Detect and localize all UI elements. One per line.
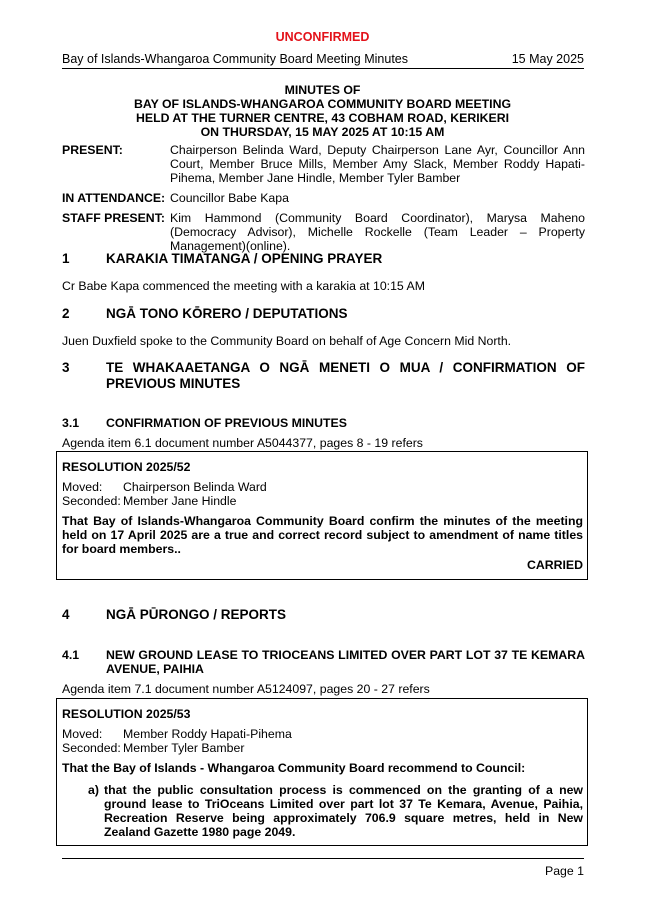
- moved-label: Moved:: [62, 727, 103, 741]
- resolution-title: RESOLUTION 2025/52: [62, 460, 191, 474]
- document-title-line: BAY OF ISLANDS-WHANGAROA COMMUNITY BOARD MEETING: [133, 97, 512, 111]
- staff-list: Kim Hammond (Community Board Coordinator), Marysa Maheno (Democracy Advisor), Michelle Rockelle (Team Leader – Property Management)(online).: [170, 211, 585, 253]
- header-divider: [62, 68, 584, 69]
- subsection-number: 3.1: [62, 416, 80, 430]
- document-title-line: MINUTES OF: [284, 83, 361, 97]
- resolution-box: [56, 698, 588, 846]
- header-title: Bay of Islands-Whangaroa Community Board Meeting Minutes: [62, 52, 408, 66]
- section-title: NGĀ TONO KŌRERO / DEPUTATIONS: [106, 306, 348, 321]
- page-number: Page 1: [545, 864, 584, 878]
- document-title: [0, 83, 645, 139]
- section-2-heading: [62, 306, 585, 322]
- moved-label: Moved:: [62, 480, 103, 494]
- item-letter: a): [88, 783, 99, 797]
- seconded-by: Member Tyler Bamber: [123, 741, 245, 755]
- section-3-heading: [62, 360, 585, 392]
- present-label: PRESENT:: [62, 143, 123, 157]
- section-number: 2: [62, 306, 70, 321]
- seconded-row: [62, 741, 583, 755]
- staff-label: STAFF PRESENT:: [62, 211, 165, 225]
- resolution-box: [56, 451, 588, 580]
- subsection-title: CONFIRMATION OF PREVIOUS MINUTES: [106, 416, 347, 430]
- attendance-row: [62, 191, 585, 205]
- section-title: KARAKIA TIMATANGA / OPENING PRAYER: [106, 251, 383, 266]
- footer-divider: [62, 858, 584, 859]
- section-4-1-heading: [62, 648, 585, 676]
- resolution-outcome: CARRIED: [526, 558, 583, 572]
- resolution-item: [62, 783, 583, 839]
- resolution-title: RESOLUTION 2025/53: [62, 707, 191, 721]
- moved-row: [62, 727, 583, 741]
- document-title-line: HELD AT THE TURNER CENTRE, 43 COBHAM ROAD, KERIKERI: [135, 111, 510, 125]
- moved-row: [62, 480, 583, 494]
- section-number: 4: [62, 607, 70, 622]
- section-number: 3: [62, 360, 70, 375]
- staff-row: [62, 211, 585, 253]
- document-title-line: ON THURSDAY, 15 MAY 2025 AT 10:15 AM: [200, 125, 445, 139]
- section-1-heading: [62, 251, 585, 267]
- attendance-label: IN ATTENDANCE:: [62, 191, 166, 205]
- seconded-label: Seconded:: [62, 494, 121, 508]
- resolution-text: That the Bay of Islands - Whangaroa Community Board recommend to Council:: [62, 761, 526, 775]
- subsection-number: 4.1: [62, 648, 80, 662]
- attendance-list: Councillor Babe Kapa: [170, 191, 289, 205]
- section-title: TE WHAKAAETANGA O NGĀ MENETI O MUA / CONFIRMATION OF PREVIOUS MINUTES: [106, 360, 585, 391]
- section-number: 1: [62, 251, 70, 266]
- seconded-row: [62, 494, 583, 508]
- seconded-by: Member Jane Hindle: [123, 494, 237, 508]
- section-title: NGĀ PŪRONGO / REPORTS: [106, 607, 287, 622]
- header-date: 15 May 2025: [511, 52, 584, 66]
- subsection-title: NEW GROUND LEASE TO TRIOCEANS LIMITED OVER PART LOT 37 TE KEMARA AVENUE, PAIHIA: [106, 648, 585, 676]
- agenda-reference: Agenda item 7.1 document number A5124097, pages 20 - 27 refers: [62, 682, 430, 696]
- moved-by: Member Roddy Hapati-Pihema: [123, 727, 292, 741]
- section-3-1-heading: [62, 416, 585, 430]
- section-2-text: Juen Duxfield spoke to the Community Board on behalf of Age Concern Mid North.: [62, 334, 512, 348]
- item-text: that the public consultation process is commenced on the granting of a new ground lease to TriOceans Limited over part lot 37 Te Kemara, Avenue, Paihia, Recreation Reserve being approximately 706.9 square metres, held in New Zealand Gazette 1980 page 2049.: [104, 783, 583, 839]
- resolution-text: That Bay of Islands-Whangaroa Community Board confirm the minutes of the meeting held on 17 April 2025 are a true and correct record subject to amendment of name titles for board members..: [62, 514, 583, 556]
- moved-by: Chairperson Belinda Ward: [123, 480, 267, 494]
- present-list: Chairperson Belinda Ward, Deputy Chairperson Lane Ayr, Councillor Ann Court, Member Bruce Mills, Member Amy Slack, Member Roddy Hapati-Pihema, Member Jane Hindle, Member Tyler Bamber: [170, 143, 585, 185]
- agenda-reference: Agenda item 6.1 document number A5044377, pages 8 - 19 refers: [62, 436, 423, 450]
- present-row: [62, 143, 585, 185]
- section-4-heading: [62, 607, 585, 623]
- unconfirmed-stamp: UNCONFIRMED: [275, 30, 370, 44]
- seconded-label: Seconded:: [62, 741, 121, 755]
- section-1-text: Cr Babe Kapa commenced the meeting with a karakia at 10:15 AM: [62, 279, 425, 293]
